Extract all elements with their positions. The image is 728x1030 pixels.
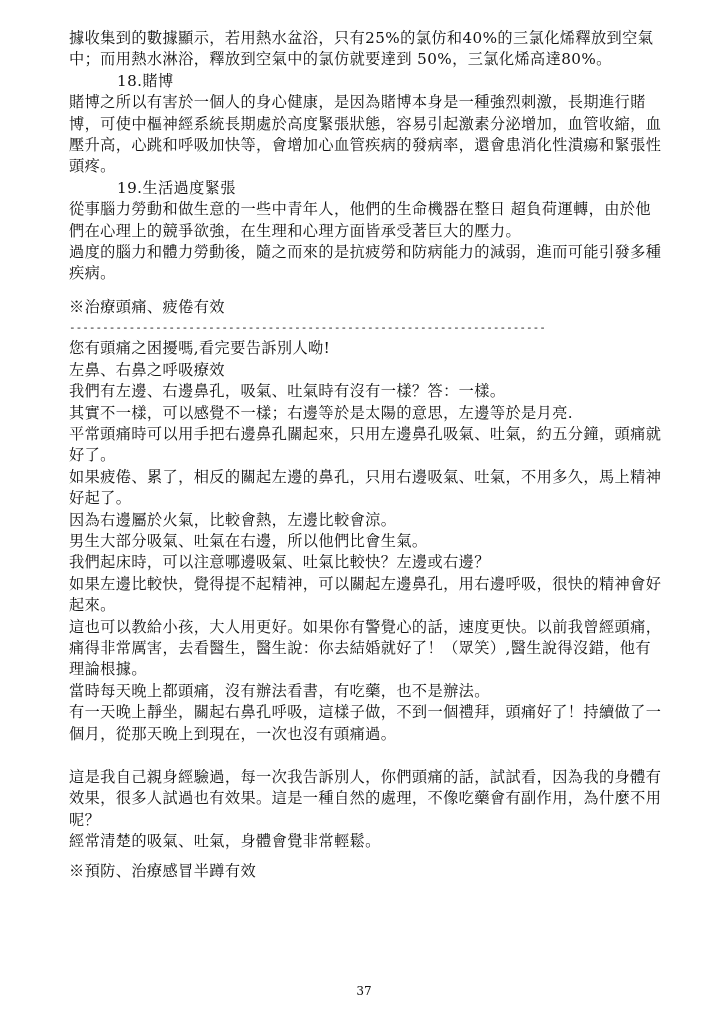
- headache-line: 當時每天晚上都頭痛，沒有辦法看書，有吃藥，也不是辦法。: [69, 681, 490, 700]
- section-19-paragraph-2: 過度的腦力和體力勞動後，隨之而來的是抗疲勞和防病能力的減弱，進而可能引發多種疾病。: [69, 243, 662, 283]
- headache-line: 我們起床時，可以注意哪邊吸氣、吐氣比較快？左邊或右邊？: [69, 553, 490, 572]
- headache-line: 左鼻、右鼻之呼吸療效: [69, 360, 225, 379]
- section-18-heading: 18.賭博: [117, 71, 174, 90]
- headache-line: 男生大部分吸氣、吐氣在右邊，所以他們比會生氣。: [69, 531, 428, 550]
- headache-line: 如果左邊比較快，覺得提不起精神，可以關起左邊鼻孔，用右邊呼吸，很快的精神會好起來。: [69, 574, 662, 615]
- headache-line: 這也可以教給小孩，大人用更好。如果你有警覺心的話，速度更快。以前我曾經頭痛，痛得非常厲害，去看醫生，醫生說：你去結婚就好了！（眾笑）,醫生說得沒錯，他有理論根據。: [69, 617, 662, 679]
- headache-closing-paragraph: 這是我自己親身經驗過，每一次我告訴別人，你們頭痛的話，試試看，因為我的身體有效果，很多人試過也有效果。這是一種自然的處理，不像吃藥會有副作用，為什麼不用呢？: [69, 768, 662, 829]
- section-17-paragraph: 據收集到的數據顯示，若用熱水盆浴，只有25%的氯仿和40%的三氯化烯釋放到空氣中；而用熱水淋浴，釋放到空氣中的氯仿就要達到 50%，三氯化烯高達80%。: [69, 29, 654, 69]
- headache-line: 因為右邊屬於火氣，比較會熱，左邊比較會涼。: [69, 510, 397, 529]
- page-content: [69, 28, 665, 882]
- separator-rule: ------------------------------------------------------------------------: [69, 321, 546, 335]
- cold-section-heading: ※預防、治療感冒半蹲有效: [69, 861, 257, 880]
- headache-line: 其實不一樣，可以感覺不一樣；右邊等於是太陽的意思，左邊等於是月亮.: [69, 403, 574, 422]
- headache-line: 您有頭痛之困擾嗎,看完要告訴別人呦!: [69, 339, 331, 358]
- section-18-paragraph: 賭博之所以有害於一個人的身心健康，是因為賭博本身是一種強烈刺激，長期進行賭博，可使中樞神經系統長期處於高度緊張狀態，容易引起激素分泌增加，血管收縮，血壓升高，心跳和呼吸加快等，會增加心血管疾病的發病率，還會患消化性潰瘍和緊張性頭疼。: [69, 93, 662, 176]
- headache-line: 平常頭痛時可以用手把右邊鼻孔關起來，只用左邊鼻孔吸氣、吐氣，約五分鐘，頭痛就好了。: [69, 424, 662, 465]
- headache-section-heading: ※治療頭痛、疲倦有效: [69, 297, 225, 316]
- headache-line: 有一天晚上靜坐，關起右鼻孔呼吸，這樣子做，不到一個禮拜，頭痛好了！持續做了一個月，從那天晚上到現在，一次也沒有頭痛過。: [69, 703, 662, 743]
- section-19-paragraph-1: 從事腦力勞動和做生意的一些中青年人，他們的生命機器在整日 超負荷運轉，由於他們在心理上的競爭欲強，在生理和心理方面皆承受著巨大的壓力。: [69, 200, 651, 240]
- headache-line: 如果疲倦、累了，相反的關起左邊的鼻孔，只用右邊吸氣、吐氣，不用多久，馬上精神好起了。: [69, 467, 662, 508]
- section-19-heading: 19.生活過度緊張: [117, 178, 236, 197]
- headache-closing-line: 經常清楚的吸氣、吐氣，身體會覺非常輕鬆。: [69, 832, 381, 851]
- page-number: 37: [356, 984, 372, 998]
- headache-line: 我們有左邊、右邊鼻孔，吸氣、吐氣時有沒有一樣？答：一樣。: [69, 382, 506, 401]
